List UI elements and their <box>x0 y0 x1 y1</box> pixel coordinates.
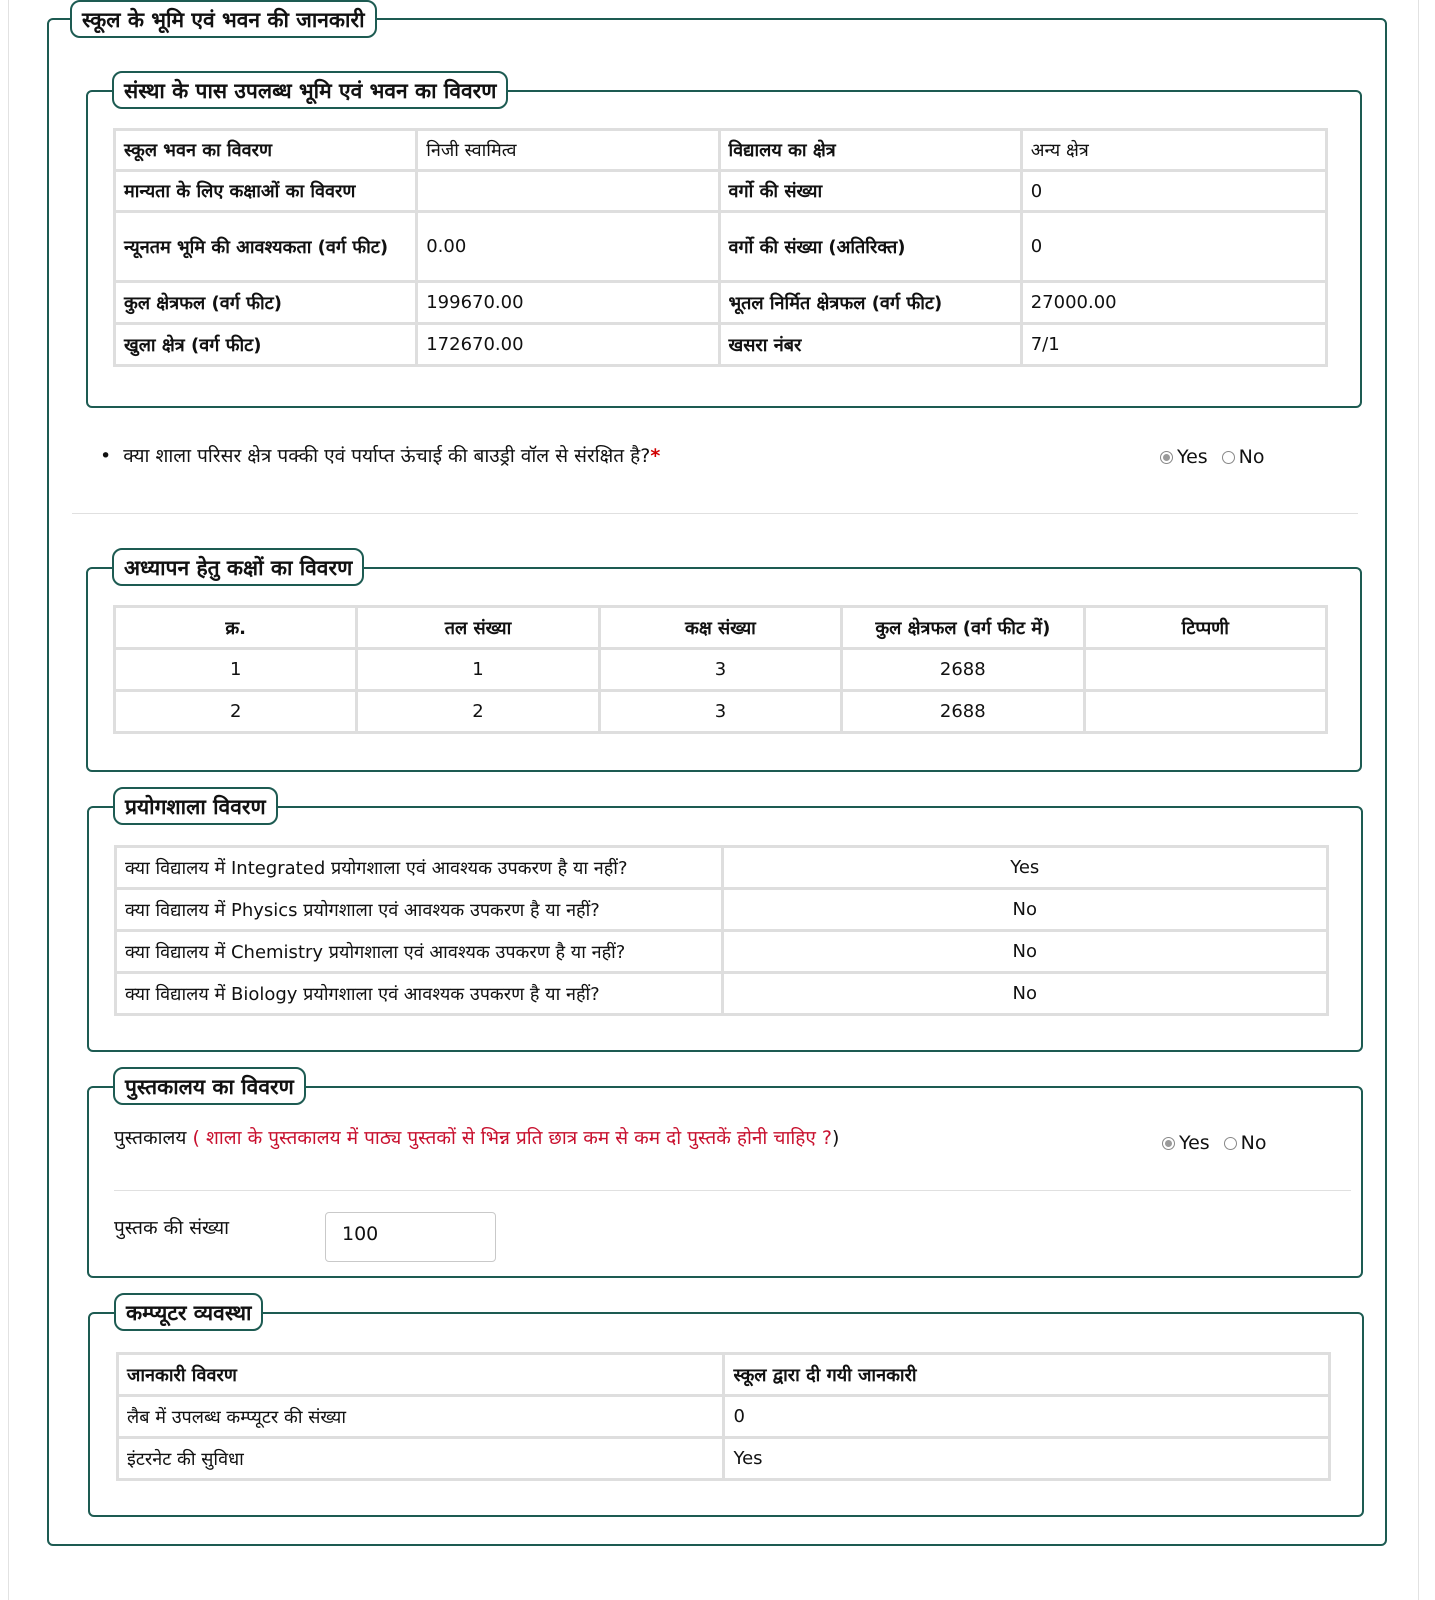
table-row <box>115 324 1327 366</box>
required-mark: * <box>650 445 661 467</box>
computer-section-title: कम्प्यूटर व्यवस्था <box>114 1293 263 1331</box>
land-value <box>417 171 719 212</box>
classrooms-table <box>113 605 1328 734</box>
table-cell: 2 <box>115 691 357 733</box>
table-row <box>115 282 1327 324</box>
left-page-edge <box>8 0 9 1600</box>
boundary-no-label[interactable]: No <box>1238 446 1265 468</box>
library-radio-group <box>1162 1132 1277 1154</box>
lab-answer: No <box>722 931 1327 973</box>
table-cell: 3 <box>599 691 841 733</box>
library-no-label[interactable]: No <box>1240 1132 1267 1154</box>
table-header-row <box>118 1354 1330 1396</box>
lab-question: क्या विद्यालय में Biology प्रयोगशाला एवं आवश्यक उपकरण है या नहीं? <box>116 973 723 1015</box>
land-label: वर्गो की संख्या <box>719 171 1021 212</box>
table-cell: 1 <box>115 649 357 691</box>
land-label: न्यूनतम भूमि की आवश्यकता (वर्ग फीट) <box>115 212 417 282</box>
table-row <box>115 130 1327 171</box>
column-header: जानकारी विवरण <box>118 1354 724 1396</box>
table-row <box>115 649 1327 691</box>
table-row <box>116 847 1328 889</box>
table-cell <box>1084 649 1326 691</box>
land-value: 27000.00 <box>1021 282 1326 324</box>
table-row <box>116 973 1328 1015</box>
lab-question: क्या विद्यालय में Integrated प्रयोगशाला एवं आवश्यक उपकरण है या नहीं? <box>116 847 723 889</box>
table-cell: लैब में उपलब्ध कम्प्यूटर की संख्या <box>118 1396 724 1438</box>
land-label: मान्यता के लिए कक्षाओं का विवरण <box>115 171 417 212</box>
lab-section-title: प्रयोगशाला विवरण <box>113 787 278 825</box>
main-title: स्कूल के भूमि एवं भवन की जानकारी <box>70 0 377 38</box>
lab-table <box>114 845 1329 1016</box>
library-yes-radio[interactable] <box>1162 1137 1175 1150</box>
table-cell: इंटरनेट की सुविधा <box>118 1438 724 1480</box>
land-label: वर्गो की संख्या (अतिरिक्त) <box>719 212 1021 282</box>
lab-answer: No <box>722 973 1327 1015</box>
book-count-label: पुस्तक की संख्या <box>114 1217 230 1239</box>
table-row <box>118 1396 1330 1438</box>
land-label: खसरा नंबर <box>719 324 1021 366</box>
table-row <box>115 212 1327 282</box>
boundary-yes-label[interactable]: Yes <box>1177 446 1208 468</box>
land-value: 172670.00 <box>417 324 719 366</box>
land-value: 7/1 <box>1021 324 1326 366</box>
library-note: शाला के पुस्तकालय में पाठ्य पुस्तकों से भिन्न प्रति छात्र कम से कम दो पुस्तकें होनी चाहिए ? <box>205 1127 833 1149</box>
boundary-no-radio[interactable] <box>1222 451 1235 464</box>
library-label: पुस्तकालय <box>114 1127 187 1149</box>
land-table <box>113 128 1328 367</box>
table-cell: 2688 <box>842 649 1084 691</box>
library-open-paren: ( <box>192 1127 200 1149</box>
column-header: कुल क्षेत्रफल (वर्ग फीट में) <box>842 607 1084 649</box>
lab-question: क्या विद्यालय में Physics प्रयोगशाला एवं आवश्यक उपकरण है या नहीं? <box>116 889 723 931</box>
column-header: तल संख्या <box>357 607 599 649</box>
right-page-edge <box>1418 0 1419 1600</box>
boundary-radio-group <box>1160 446 1275 468</box>
land-value: 0.00 <box>417 212 719 282</box>
library-fieldset <box>87 1086 1363 1278</box>
column-header: क्र. <box>115 607 357 649</box>
lab-answer: Yes <box>722 847 1327 889</box>
table-cell: 3 <box>599 649 841 691</box>
land-section-title: संस्था के पास उपलब्ध भूमि एवं भवन का विवरण <box>112 71 508 109</box>
table-cell: 2688 <box>842 691 1084 733</box>
library-section-title: पुस्तकालय का विवरण <box>113 1067 306 1105</box>
table-cell: 1 <box>357 649 599 691</box>
land-value: 0 <box>1021 212 1326 282</box>
table-cell: Yes <box>724 1438 1330 1480</box>
library-yes-label[interactable]: Yes <box>1179 1132 1210 1154</box>
table-row <box>118 1438 1330 1480</box>
divider <box>114 1190 1351 1191</box>
table-cell: 0 <box>724 1396 1330 1438</box>
land-label: खुला क्षेत्र (वर्ग फीट) <box>115 324 417 366</box>
land-value: निजी स्वामित्व <box>417 130 719 171</box>
classrooms-section-title: अध्यापन हेतु कक्षों का विवरण <box>112 548 364 586</box>
book-count-input[interactable]: 100 <box>325 1212 496 1262</box>
table-cell: 2 <box>357 691 599 733</box>
bullet-icon: • <box>100 445 124 467</box>
library-question <box>114 1124 839 1150</box>
table-header-row <box>115 607 1327 649</box>
library-close-paren: ) <box>832 1127 840 1149</box>
computer-table <box>116 1352 1331 1481</box>
divider <box>72 513 1358 514</box>
table-cell <box>1084 691 1326 733</box>
boundary-question-text: क्या शाला परिसर क्षेत्र पक्की एवं पर्याप्त ऊंचाई की बाउड्री वॉल से संरक्षित है? <box>123 445 651 467</box>
lab-answer: No <box>722 889 1327 931</box>
table-row <box>115 691 1327 733</box>
lab-question: क्या विद्यालय में Chemistry प्रयोगशाला एवं आवश्यक उपकरण है या नहीं? <box>116 931 723 973</box>
boundary-yes-radio[interactable] <box>1160 451 1173 464</box>
land-label: भूतल निर्मित क्षेत्रफल (वर्ग फीट) <box>719 282 1021 324</box>
table-row <box>116 889 1328 931</box>
land-value: अन्य क्षेत्र <box>1021 130 1326 171</box>
column-header: कक्ष संख्या <box>599 607 841 649</box>
land-value: 199670.00 <box>417 282 719 324</box>
column-header: टिप्पणी <box>1084 607 1326 649</box>
land-label: कुल क्षेत्रफल (वर्ग फीट) <box>115 282 417 324</box>
table-row <box>116 931 1328 973</box>
land-label: स्कूल भवन का विवरण <box>115 130 417 171</box>
land-value: 0 <box>1021 171 1326 212</box>
land-label: विद्यालय का क्षेत्र <box>719 130 1021 171</box>
boundary-question <box>100 442 660 468</box>
library-no-radio[interactable] <box>1224 1137 1237 1150</box>
table-row <box>115 171 1327 212</box>
column-header: स्कूल द्वारा दी गयी जानकारी <box>724 1354 1330 1396</box>
